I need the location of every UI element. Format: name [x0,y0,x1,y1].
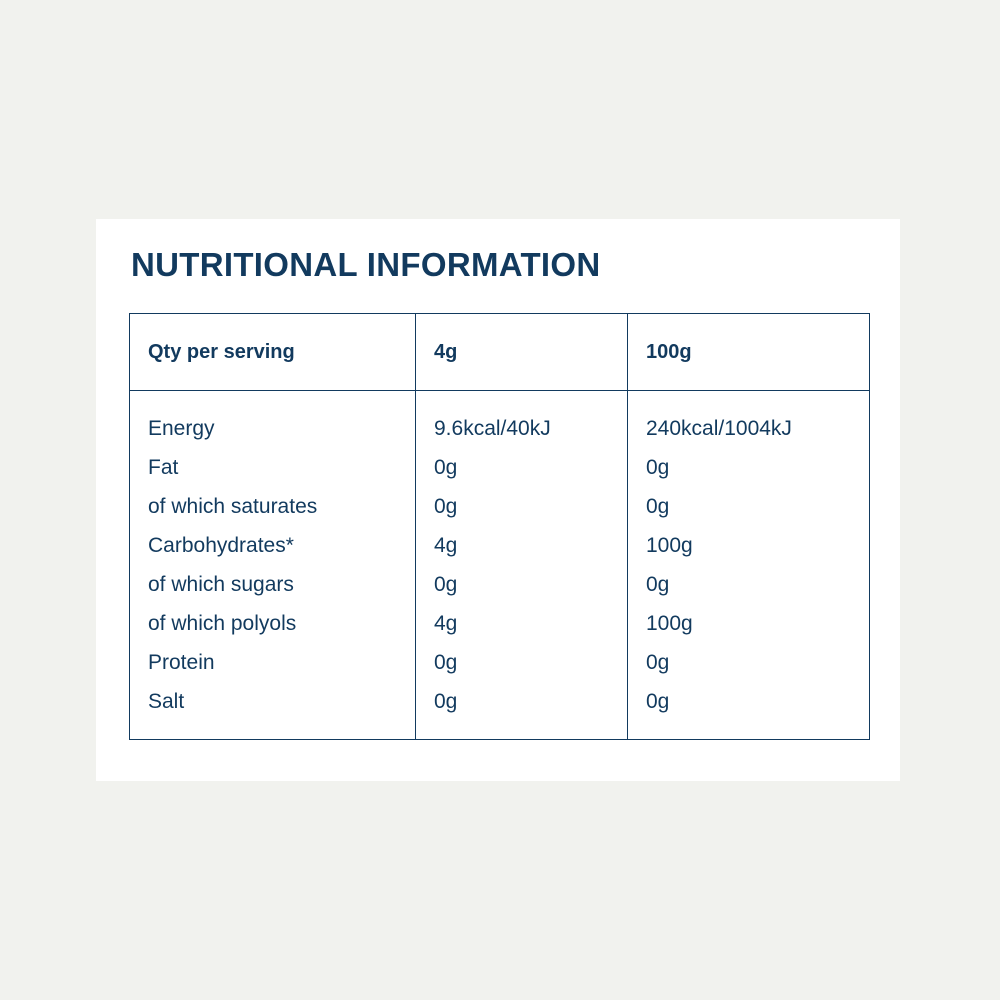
nutrient-hundred-value: 100g [628,526,870,565]
table-header-row [130,314,870,391]
nutrient-serving-value: 0g [416,682,628,740]
nutrient-hundred-value: 0g [628,682,870,740]
nutrient-hundred-value: 240kcal/1004kJ [628,391,870,449]
table-row [130,643,870,682]
nutrient-label: of which sugars [130,565,416,604]
nutrient-label: Energy [130,391,416,449]
table-row [130,526,870,565]
nutrient-label: Carbohydrates* [130,526,416,565]
nutrient-hundred-value: 0g [628,565,870,604]
nutrient-serving-value: 0g [416,448,628,487]
nutrient-hundred-value: 0g [628,448,870,487]
nutrient-label: Fat [130,448,416,487]
nutrient-label: Salt [130,682,416,740]
table-header [130,314,870,391]
nutrient-hundred-value: 100g [628,604,870,643]
nutrient-hundred-value: 0g [628,643,870,682]
column-header-hundred: 100g [628,314,870,391]
nutrient-label: of which polyols [130,604,416,643]
column-header-label: Qty per serving [130,314,416,391]
table-row [130,682,870,740]
nutrient-label: of which saturates [130,487,416,526]
table-row [130,448,870,487]
nutrient-serving-value: 9.6kcal/40kJ [416,391,628,449]
table-body [130,391,870,740]
nutrient-hundred-value: 0g [628,487,870,526]
nutrient-label: Protein [130,643,416,682]
card-content [129,247,872,740]
nutrient-serving-value: 0g [416,643,628,682]
page-title: NUTRITIONAL INFORMATION [131,246,601,283]
nutrient-serving-value: 4g [416,526,628,565]
nutrient-serving-value: 0g [416,565,628,604]
table-row [130,391,870,449]
nutrition-card [96,219,900,781]
nutrient-serving-value: 4g [416,604,628,643]
table-row [130,565,870,604]
column-header-serving: 4g [416,314,628,391]
table-row [130,604,870,643]
table-row [130,487,870,526]
nutrient-serving-value: 0g [416,487,628,526]
nutrition-table [129,313,870,740]
